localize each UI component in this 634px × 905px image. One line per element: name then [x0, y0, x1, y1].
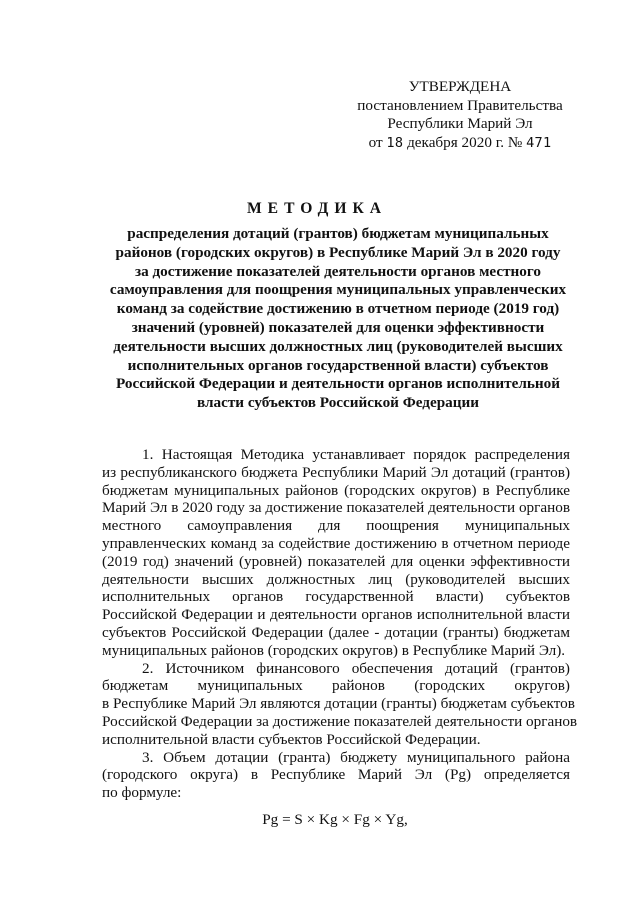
paragraph-2: [102, 659, 578, 749]
paragraph-line: 1. Настоящая Методика устанавливает порядок распределения: [142, 446, 570, 463]
paragraph-line: управленческих команд за содействие достижению в отчетном периоде: [102, 534, 570, 552]
approval-date-prefix: от: [368, 133, 387, 151]
paragraph-line: 2. Источником финансового обеспечения дотаций (грантов): [142, 659, 570, 677]
paragraph-line: по формуле:: [102, 784, 182, 802]
paragraph-line: в Республике Марий Эл являются дотации (гранты) бюджетам субъектов: [102, 695, 575, 713]
approval-date-day: 18: [386, 134, 404, 151]
paragraph-line: субъектов Российской Федерации (далее - дотации (гранты) бюджетам: [102, 623, 570, 641]
subtitle-line: распределения дотаций (грантов) бюджетам муниципальных: [127, 225, 549, 242]
paragraph-line: бюджетам муниципальных районов (городских округов): [102, 677, 570, 695]
approval-line-2: Республики Марий Эл: [387, 115, 533, 132]
paragraph-line: 3. Объем дотации (гранта) бюджету муниципального района: [142, 748, 570, 766]
approval-number: 471: [526, 134, 552, 151]
subtitle-line: районов (городских округов) в Республике Марий Эл в 2020 году: [115, 243, 561, 261]
approval-line-1: постановлением Правительства: [357, 96, 563, 114]
subtitle-line: самоуправления для поощрения муниципальных управленческих: [109, 281, 567, 299]
paragraph-line: местного самоуправления для поощрения муниципальных: [102, 517, 570, 535]
paragraph-3: [102, 749, 570, 802]
paragraph-line: деятельности высших должностных лиц (руководителей высших: [102, 570, 570, 588]
subtitle-line: исполнительных органов государственной власти) субъектов: [127, 356, 549, 374]
subtitle-line: власти субъектов Российской Федерации: [196, 394, 480, 412]
paragraph-line: муниципальных районов (городских округов) в Республике Марий Эл).: [102, 641, 566, 659]
approval-title: УТВЕРЖДЕНА: [408, 78, 512, 95]
subtitle-line: команд за содействие достижению в отчетном периоде (2019 год): [116, 300, 560, 318]
paragraph-line: Российской Федерации и деятельности органов исполнительной власти: [102, 606, 570, 624]
document-title: МЕТОДИКА: [246, 200, 388, 217]
approval-date-rest: декабря 2020 г. №: [403, 133, 527, 151]
paragraph-line: из республиканского бюджета Республики Марий Эл дотаций (грантов): [102, 463, 570, 481]
subtitle-line: за достижение показателей деятельности органов местного: [135, 262, 541, 280]
paragraph-1: [102, 446, 570, 660]
paragraph-line: исполнительной власти субъектов Российской Федерации.: [102, 730, 481, 748]
paragraph-line: Российской Федерации за достижение показателей деятельности органов: [102, 712, 578, 730]
paragraph-line: бюджетам муниципальных районов (городских округов) в Республике: [102, 481, 570, 499]
formula: Pg = S × Kg × Fg × Yg,: [262, 811, 408, 828]
paragraph-line: Марий Эл в 2020 году за достижение показателей деятельности органов: [102, 499, 570, 517]
document-body: [102, 446, 578, 802]
paragraph-line: (2019 год) значений (уровней) показателей для оценки эффективности: [102, 552, 570, 570]
approval-block: [330, 78, 590, 152]
subtitle-line: Российской Федерации и деятельности органов исполнительной: [115, 375, 561, 393]
document-subtitle: [100, 225, 576, 413]
paragraph-line: (городского округа) в Республике Марий Эл (Pg) определяется: [102, 766, 570, 784]
paragraph-line: исполнительных органов государственной власти) субъектов: [102, 588, 570, 606]
subtitle-line: деятельности высших должностных лиц (руководителей высших: [113, 337, 563, 355]
approval-date-line: [330, 134, 590, 153]
subtitle-line: значений (уровней) показателей для оценки эффективности: [131, 318, 545, 336]
